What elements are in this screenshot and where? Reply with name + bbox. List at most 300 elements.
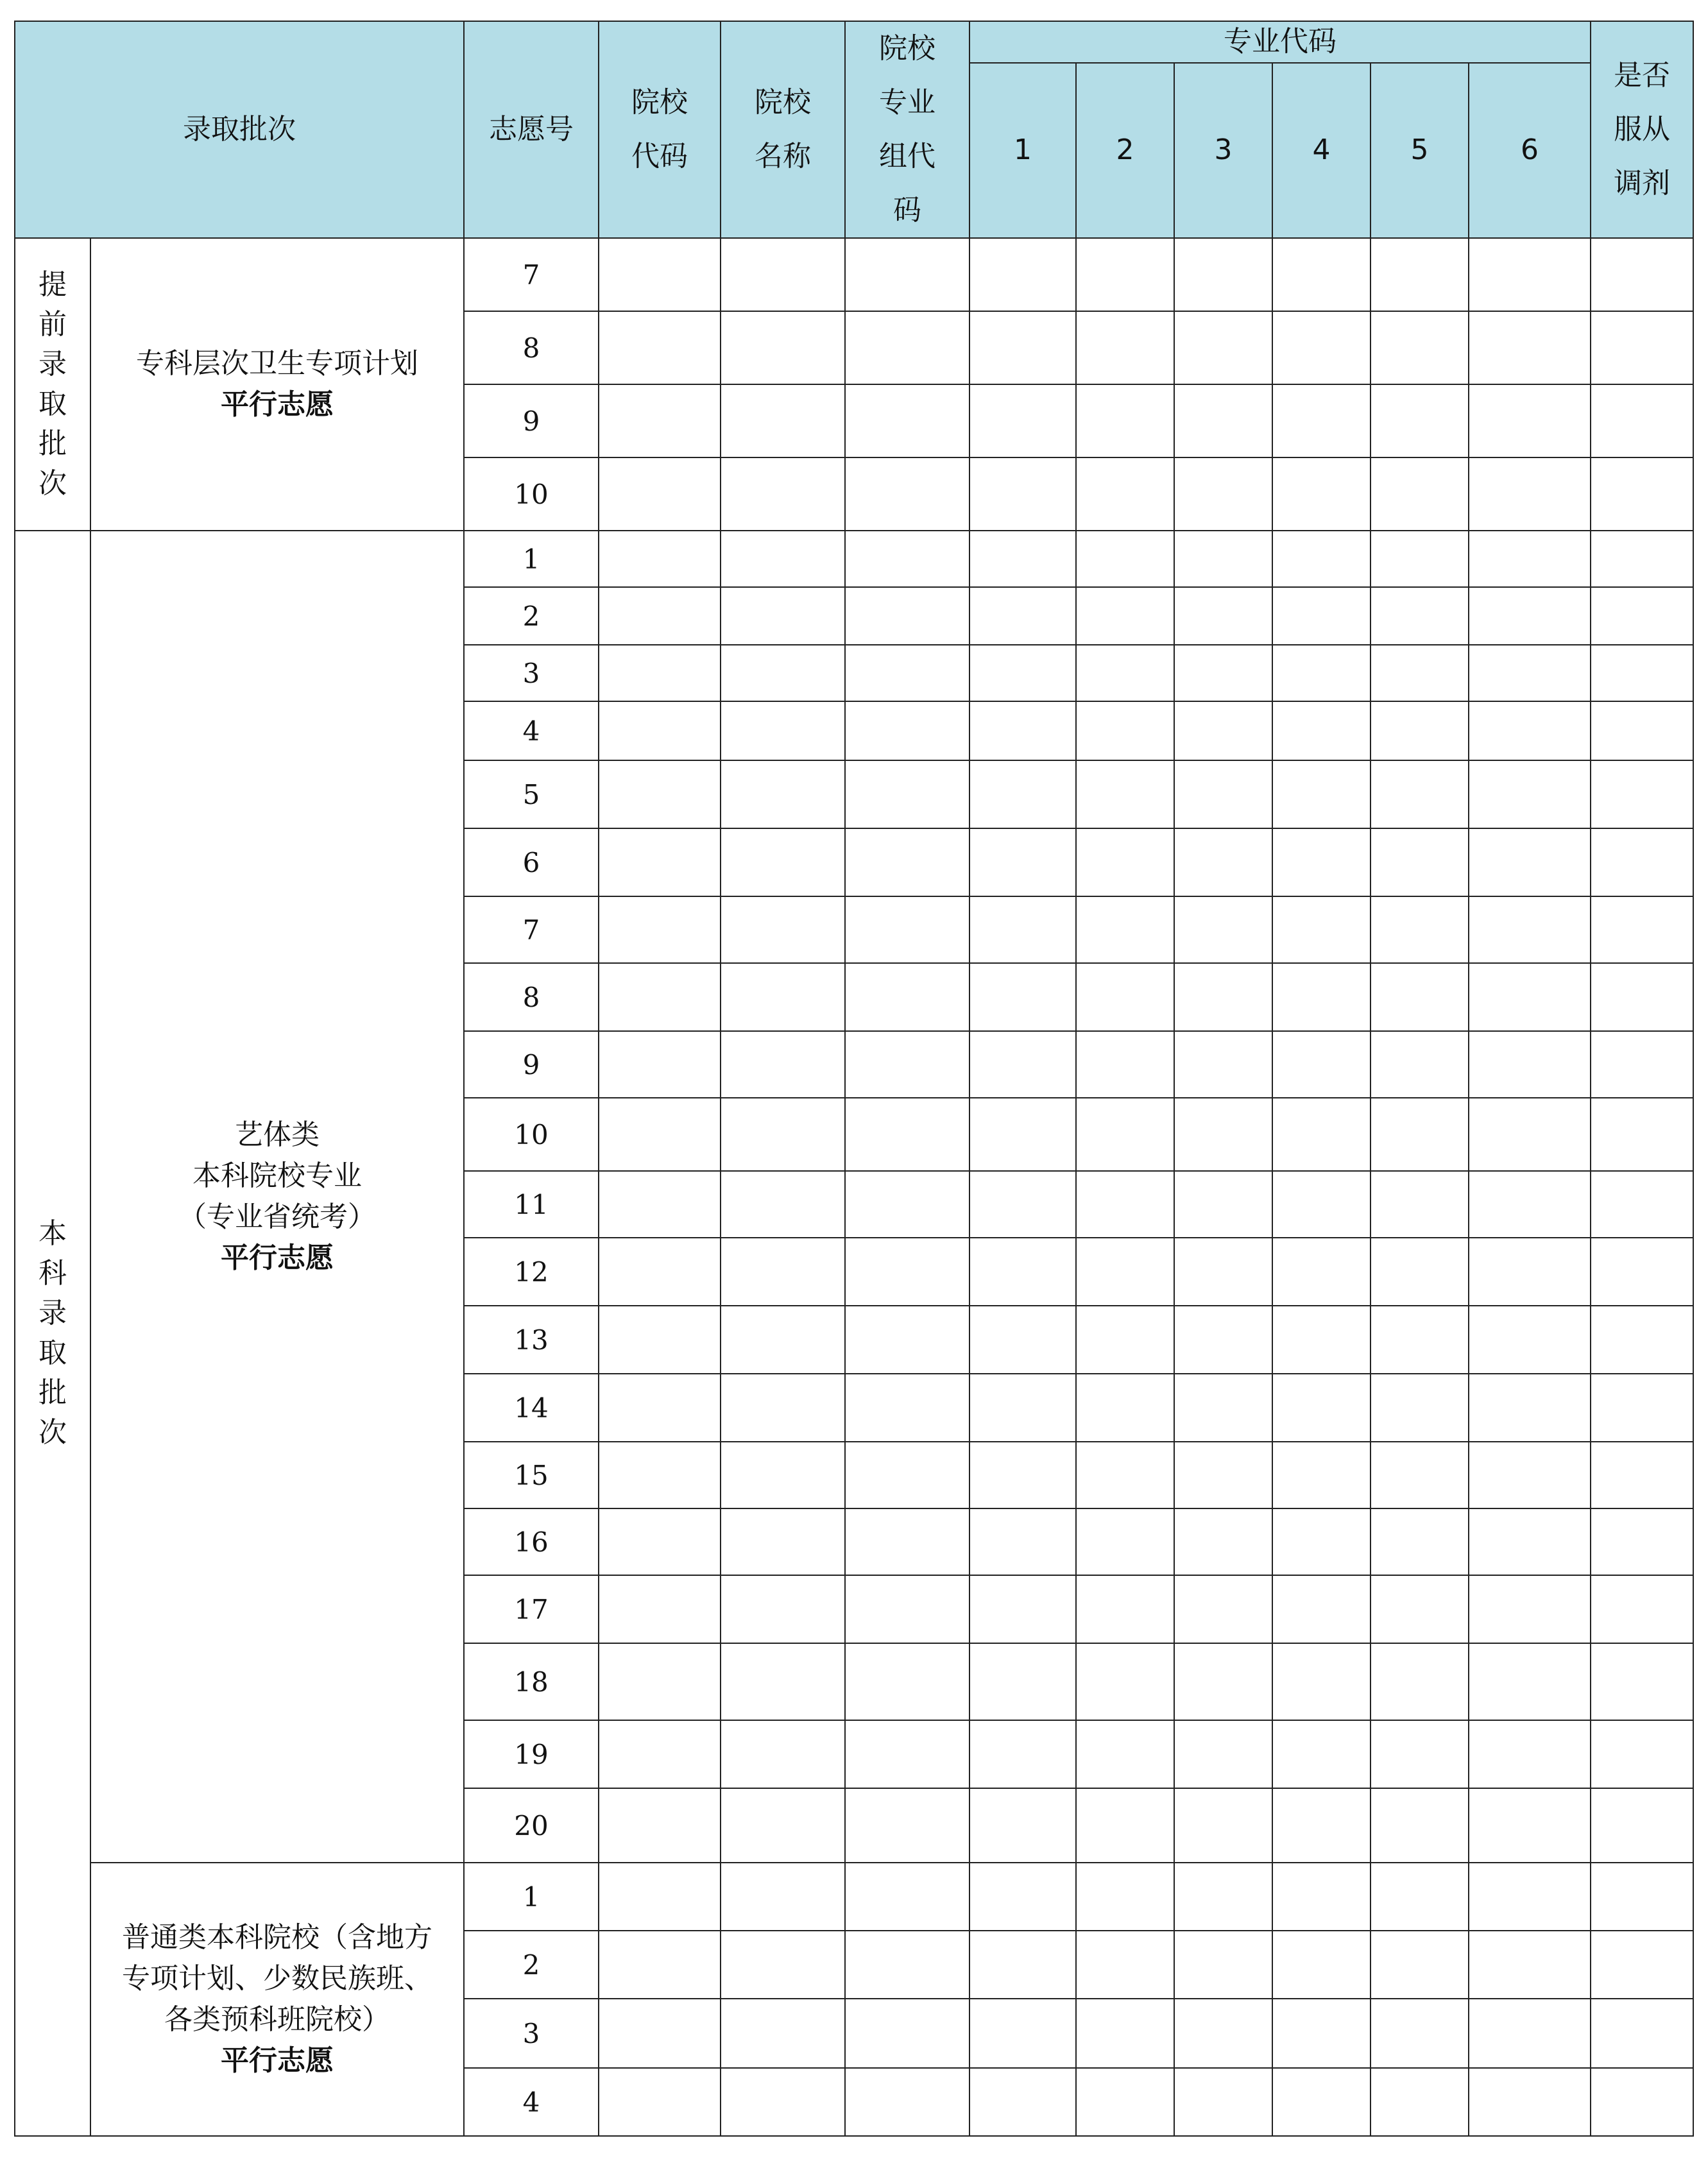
major-code-3-input[interactable] <box>1174 1575 1272 1643</box>
school-code-input[interactable] <box>599 531 721 587</box>
school-code-input[interactable] <box>599 1374 721 1442</box>
major-code-2-input[interactable] <box>1076 457 1174 531</box>
batch-char: 提 <box>38 268 67 301</box>
school-name-input[interactable] <box>721 238 845 311</box>
school-name-input[interactable] <box>721 896 845 963</box>
major-code-6-input[interactable] <box>1469 311 1591 384</box>
group-code-input[interactable] <box>845 1306 969 1374</box>
major-code-6-input[interactable] <box>1469 1374 1591 1442</box>
adjust-input[interactable] <box>1591 828 1693 896</box>
major-code-5-input[interactable] <box>1371 963 1469 1031</box>
major-code-3-input[interactable] <box>1174 701 1272 760</box>
group-code-input[interactable] <box>845 1999 969 2068</box>
school-code-input[interactable] <box>599 1442 721 1508</box>
major-code-6-input[interactable] <box>1469 1643 1591 1720</box>
school-name-input[interactable] <box>721 384 845 457</box>
major-code-1-input[interactable] <box>969 1306 1076 1374</box>
major-code-4-input[interactable] <box>1272 828 1371 896</box>
major-code-1-input[interactable] <box>969 760 1076 828</box>
major-code-1-input[interactable] <box>969 1575 1076 1643</box>
adjust-input[interactable] <box>1591 311 1693 384</box>
major-code-5-input[interactable] <box>1371 311 1469 384</box>
major-code-1-input[interactable] <box>969 701 1076 760</box>
major-code-6-input[interactable] <box>1469 828 1591 896</box>
major-code-4-input[interactable] <box>1272 531 1371 587</box>
major-code-6-input[interactable] <box>1469 701 1591 760</box>
major-code-4-input[interactable] <box>1272 1442 1371 1508</box>
group-code-input[interactable] <box>845 645 969 701</box>
major-code-4-input[interactable] <box>1272 1931 1371 1999</box>
school-name-input[interactable] <box>721 1863 845 1931</box>
major-code-2-input[interactable] <box>1076 2068 1174 2136</box>
major-code-1-input[interactable] <box>969 1442 1076 1508</box>
school-name-input[interactable] <box>721 1171 845 1238</box>
major-code-3-input[interactable] <box>1174 1931 1272 1999</box>
school-code-input[interactable] <box>599 238 721 311</box>
adjust-input[interactable] <box>1591 238 1693 311</box>
major-code-6-input[interactable] <box>1469 587 1591 645</box>
adjust-input[interactable] <box>1591 1306 1693 1374</box>
major-code-2-input[interactable] <box>1076 1508 1174 1575</box>
adjust-input[interactable] <box>1591 1931 1693 1999</box>
school-code-input[interactable] <box>599 760 721 828</box>
group-code-input[interactable] <box>845 311 969 384</box>
major-code-5-input[interactable] <box>1371 1508 1469 1575</box>
major-code-6-input[interactable] <box>1469 1720 1591 1788</box>
major-code-6-input[interactable] <box>1469 531 1591 587</box>
school-code-input[interactable] <box>599 1863 721 1931</box>
wish-number: 20 <box>464 1788 599 1863</box>
major-code-4-input[interactable] <box>1272 1863 1371 1931</box>
major-code-3-input[interactable] <box>1174 384 1272 457</box>
major-code-5-input[interactable] <box>1371 2068 1469 2136</box>
major-code-2-input[interactable] <box>1076 1098 1174 1171</box>
adjust-input[interactable] <box>1591 896 1693 963</box>
major-code-1-input[interactable] <box>969 828 1076 896</box>
major-code-6-input[interactable] <box>1469 1442 1591 1508</box>
major-code-4-input[interactable] <box>1272 1171 1371 1238</box>
major-code-2-input[interactable] <box>1076 1643 1174 1720</box>
major-code-5-input[interactable] <box>1371 457 1469 531</box>
major-code-3-input[interactable] <box>1174 2068 1272 2136</box>
school-code-input[interactable] <box>599 1031 721 1098</box>
plan-label-line: 专科层次卫生专项计划 <box>136 347 418 380</box>
batch-char: 前 <box>38 308 67 341</box>
major-code-1-input[interactable] <box>969 1508 1076 1575</box>
major-code-1-input[interactable] <box>969 1031 1076 1098</box>
group-code-input[interactable] <box>845 828 969 896</box>
major-code-3-input[interactable] <box>1174 1442 1272 1508</box>
adjust-input[interactable] <box>1591 384 1693 457</box>
major-code-6-input[interactable] <box>1469 1999 1591 2068</box>
major-code-4-input[interactable] <box>1272 963 1371 1031</box>
major-code-3-input[interactable] <box>1174 1031 1272 1098</box>
wish-number: 2 <box>464 587 599 645</box>
major-code-4-input[interactable] <box>1272 587 1371 645</box>
major-code-2-input[interactable] <box>1076 1863 1174 1931</box>
major-code-5-input[interactable] <box>1371 1098 1469 1171</box>
school-name-input[interactable] <box>721 2068 845 2136</box>
adjust-input[interactable] <box>1591 1999 1693 2068</box>
school-name-input[interactable] <box>721 1031 845 1098</box>
major-code-5-input[interactable] <box>1371 1999 1469 2068</box>
major-code-1-input[interactable] <box>969 531 1076 587</box>
group-code-input[interactable] <box>845 1031 969 1098</box>
major-code-5-input[interactable] <box>1371 531 1469 587</box>
school-code-input[interactable] <box>599 384 721 457</box>
school-name-input[interactable] <box>721 701 845 760</box>
major-code-6-input[interactable] <box>1469 1171 1591 1238</box>
group-code-input[interactable] <box>845 1643 969 1720</box>
major-code-1-input[interactable] <box>969 645 1076 701</box>
major-code-1-input[interactable] <box>969 963 1076 1031</box>
wish-number: 5 <box>464 760 599 828</box>
major-code-1-input[interactable] <box>969 1643 1076 1720</box>
major-code-3-input[interactable] <box>1174 1238 1272 1306</box>
header-school-code <box>599 21 721 238</box>
school-code-input[interactable] <box>599 587 721 645</box>
school-code-input[interactable] <box>599 1643 721 1720</box>
major-code-3-input[interactable] <box>1174 1788 1272 1863</box>
major-code-2-input[interactable] <box>1076 1306 1174 1374</box>
major-code-1-input[interactable] <box>969 1931 1076 1999</box>
major-code-6-input[interactable] <box>1469 1238 1591 1306</box>
major-code-2-input[interactable] <box>1076 1171 1174 1238</box>
major-code-6-input[interactable] <box>1469 457 1591 531</box>
major-code-2-input[interactable] <box>1076 531 1174 587</box>
major-code-1-input[interactable] <box>969 896 1076 963</box>
major-code-1-input[interactable] <box>969 457 1076 531</box>
school-code-input[interactable] <box>599 1238 721 1306</box>
major-code-4-input[interactable] <box>1272 1720 1371 1788</box>
major-code-5-input[interactable] <box>1371 1643 1469 1720</box>
group-code-input[interactable] <box>845 896 969 963</box>
major-code-5-input[interactable] <box>1371 1374 1469 1442</box>
adjust-input[interactable] <box>1591 1031 1693 1098</box>
major-code-6-input[interactable] <box>1469 645 1591 701</box>
group-code-input[interactable] <box>845 1442 969 1508</box>
adjust-input[interactable] <box>1591 1098 1693 1171</box>
school-name-input[interactable] <box>721 1306 845 1374</box>
adjust-input[interactable] <box>1591 760 1693 828</box>
school-code-input[interactable] <box>599 645 721 701</box>
school-name-input[interactable] <box>721 1238 845 1306</box>
group-code-input[interactable] <box>845 238 969 311</box>
major-code-1-input[interactable] <box>969 1999 1076 2068</box>
adjust-input[interactable] <box>1591 2068 1693 2136</box>
major-code-4-input[interactable] <box>1272 1031 1371 1098</box>
group-code-input[interactable] <box>845 457 969 531</box>
major-code-4-input[interactable] <box>1272 1238 1371 1306</box>
major-code-2-input[interactable] <box>1076 384 1174 457</box>
school-name-input[interactable] <box>721 1788 845 1863</box>
major-code-2-input[interactable] <box>1076 828 1174 896</box>
group-code-input[interactable] <box>845 587 969 645</box>
major-code-3-input[interactable] <box>1174 457 1272 531</box>
major-code-4-input[interactable] <box>1272 311 1371 384</box>
major-code-3-input[interactable] <box>1174 1999 1272 2068</box>
major-code-2-input[interactable] <box>1076 1720 1174 1788</box>
batch-char: 次 <box>38 467 67 500</box>
major-code-6-input[interactable] <box>1469 1863 1591 1931</box>
school-name-input[interactable] <box>721 1931 845 1999</box>
major-code-3-input[interactable] <box>1174 896 1272 963</box>
major-code-1-input[interactable] <box>969 384 1076 457</box>
major-code-3-input[interactable] <box>1174 1643 1272 1720</box>
school-name-input[interactable] <box>721 587 845 645</box>
major-code-3-input[interactable] <box>1174 828 1272 896</box>
major-code-5-input[interactable] <box>1371 828 1469 896</box>
group-code-input[interactable] <box>845 1931 969 1999</box>
adjust-input[interactable] <box>1591 1643 1693 1720</box>
major-code-5-input[interactable] <box>1371 645 1469 701</box>
school-name-input[interactable] <box>721 1999 845 2068</box>
school-name-input[interactable] <box>721 645 845 701</box>
major-code-5-input[interactable] <box>1371 1788 1469 1863</box>
major-code-2-input[interactable] <box>1076 1788 1174 1863</box>
major-code-4-input[interactable] <box>1272 457 1371 531</box>
major-code-5-input[interactable] <box>1371 587 1469 645</box>
major-code-1-input[interactable] <box>969 311 1076 384</box>
major-code-2-input[interactable] <box>1076 587 1174 645</box>
major-code-5-input[interactable] <box>1371 760 1469 828</box>
group-code-input[interactable] <box>845 1238 969 1306</box>
major-code-6-input[interactable] <box>1469 1306 1591 1374</box>
school-code-input[interactable] <box>599 457 721 531</box>
school-code-input[interactable] <box>599 2068 721 2136</box>
school-name-input[interactable] <box>721 457 845 531</box>
adjust-input[interactable] <box>1591 1508 1693 1575</box>
plan-label-cell <box>90 531 464 1863</box>
wish-number: 10 <box>464 457 599 531</box>
school-name-input[interactable] <box>721 1508 845 1575</box>
major-code-3-input[interactable] <box>1174 963 1272 1031</box>
major-code-5-input[interactable] <box>1371 1720 1469 1788</box>
major-code-2-input[interactable] <box>1076 311 1174 384</box>
school-code-input[interactable] <box>599 1720 721 1788</box>
major-code-6-input[interactable] <box>1469 760 1591 828</box>
major-code-4-input[interactable] <box>1272 1306 1371 1374</box>
school-name-input[interactable] <box>721 1575 845 1643</box>
major-code-4-input[interactable] <box>1272 384 1371 457</box>
major-code-2-input[interactable] <box>1076 1374 1174 1442</box>
major-code-2-input[interactable] <box>1076 1999 1174 2068</box>
header-school-name-line-1: 院校 <box>755 86 811 119</box>
school-code-input[interactable] <box>599 896 721 963</box>
school-name-input[interactable] <box>721 1720 845 1788</box>
major-code-4-input[interactable] <box>1272 896 1371 963</box>
wish-number: 4 <box>464 701 599 760</box>
major-code-1-input[interactable] <box>969 1720 1076 1788</box>
school-name-input[interactable] <box>721 760 845 828</box>
major-code-6-input[interactable] <box>1469 1575 1591 1643</box>
major-code-1-input[interactable] <box>969 1788 1076 1863</box>
major-code-3-input[interactable] <box>1174 531 1272 587</box>
major-code-5-input[interactable] <box>1371 384 1469 457</box>
adjust-input[interactable] <box>1591 1374 1693 1442</box>
group-code-input[interactable] <box>845 760 969 828</box>
wish-number: 14 <box>464 1374 599 1442</box>
major-code-3-input[interactable] <box>1174 1720 1272 1788</box>
wish-number: 4 <box>464 2068 599 2136</box>
major-code-2-input[interactable] <box>1076 1031 1174 1098</box>
school-code-input[interactable] <box>599 1171 721 1238</box>
major-code-1-input[interactable] <box>969 1238 1076 1306</box>
major-code-2-input[interactable] <box>1076 238 1174 311</box>
major-code-5-input[interactable] <box>1371 1575 1469 1643</box>
major-code-4-input[interactable] <box>1272 701 1371 760</box>
major-code-5-input[interactable] <box>1371 1031 1469 1098</box>
major-code-5-input[interactable] <box>1371 1238 1469 1306</box>
group-code-input[interactable] <box>845 701 969 760</box>
school-name-input[interactable] <box>721 1098 845 1171</box>
adjust-input[interactable] <box>1591 587 1693 645</box>
school-name-input[interactable] <box>721 311 845 384</box>
major-code-2-input[interactable] <box>1076 1238 1174 1306</box>
group-code-input[interactable] <box>845 1098 969 1171</box>
batch-char: 批 <box>38 427 67 460</box>
major-code-4-input[interactable] <box>1272 1374 1371 1442</box>
major-code-5-input[interactable] <box>1371 1931 1469 1999</box>
major-code-1-input[interactable] <box>969 587 1076 645</box>
major-code-2-input[interactable] <box>1076 1442 1174 1508</box>
adjust-input[interactable] <box>1591 1575 1693 1643</box>
major-code-4-input[interactable] <box>1272 2068 1371 2136</box>
school-code-input[interactable] <box>599 1306 721 1374</box>
major-code-3-input[interactable] <box>1174 1171 1272 1238</box>
major-code-6-input[interactable] <box>1469 1931 1591 1999</box>
major-code-5-input[interactable] <box>1371 1863 1469 1931</box>
school-name-input[interactable] <box>721 828 845 896</box>
adjust-input[interactable] <box>1591 1720 1693 1788</box>
batch-char: 批 <box>38 1376 67 1409</box>
major-code-1-input[interactable] <box>969 1374 1076 1442</box>
adjust-input[interactable] <box>1591 1442 1693 1508</box>
major-code-2-input[interactable] <box>1076 701 1174 760</box>
major-code-4-input[interactable] <box>1272 1788 1371 1863</box>
major-code-6-input[interactable] <box>1469 963 1591 1031</box>
school-code-input[interactable] <box>599 1999 721 2068</box>
adjust-input[interactable] <box>1591 645 1693 701</box>
group-code-input[interactable] <box>845 384 969 457</box>
header-school-code-line-2: 代码 <box>631 140 688 173</box>
adjust-input[interactable] <box>1591 1238 1693 1306</box>
major-code-3-input[interactable] <box>1174 645 1272 701</box>
major-code-5-input[interactable] <box>1371 896 1469 963</box>
group-code-input[interactable] <box>845 1508 969 1575</box>
major-code-6-input[interactable] <box>1469 1098 1591 1171</box>
major-code-5-input[interactable] <box>1371 701 1469 760</box>
group-code-input[interactable] <box>845 1863 969 1931</box>
school-code-input[interactable] <box>599 1788 721 1863</box>
major-code-3-input[interactable] <box>1174 1863 1272 1931</box>
major-code-3-input[interactable] <box>1174 1374 1272 1442</box>
school-code-input[interactable] <box>599 963 721 1031</box>
group-code-input[interactable] <box>845 531 969 587</box>
major-code-1-input[interactable] <box>969 2068 1076 2136</box>
adjust-input[interactable] <box>1591 457 1693 531</box>
major-code-4-input[interactable] <box>1272 1643 1371 1720</box>
school-code-input[interactable] <box>599 1508 721 1575</box>
group-code-input[interactable] <box>845 1720 969 1788</box>
major-code-6-input[interactable] <box>1469 2068 1591 2136</box>
major-code-6-input[interactable] <box>1469 896 1591 963</box>
group-code-input[interactable] <box>845 1575 969 1643</box>
major-code-2-input[interactable] <box>1076 760 1174 828</box>
major-code-3-input[interactable] <box>1174 1306 1272 1374</box>
major-code-3-input[interactable] <box>1174 587 1272 645</box>
major-code-3-input[interactable] <box>1174 760 1272 828</box>
major-code-5-input[interactable] <box>1371 1306 1469 1374</box>
major-code-3-input[interactable] <box>1174 238 1272 311</box>
major-code-3-input[interactable] <box>1174 311 1272 384</box>
group-code-input[interactable] <box>845 2068 969 2136</box>
major-code-4-input[interactable] <box>1272 1999 1371 2068</box>
school-code-input[interactable] <box>599 828 721 896</box>
major-code-4-input[interactable] <box>1272 760 1371 828</box>
major-code-1-input[interactable] <box>969 1171 1076 1238</box>
major-code-4-input[interactable] <box>1272 1508 1371 1575</box>
major-code-5-input[interactable] <box>1371 1171 1469 1238</box>
major-code-2-input[interactable] <box>1076 896 1174 963</box>
school-code-input[interactable] <box>599 701 721 760</box>
school-name-input[interactable] <box>721 531 845 587</box>
adjust-input[interactable] <box>1591 701 1693 760</box>
school-name-input[interactable] <box>721 1442 845 1508</box>
header-major-col-6: 6 <box>1469 63 1591 238</box>
school-name-input[interactable] <box>721 963 845 1031</box>
adjust-input[interactable] <box>1591 531 1693 587</box>
major-code-2-input[interactable] <box>1076 1931 1174 1999</box>
major-code-5-input[interactable] <box>1371 1442 1469 1508</box>
major-code-6-input[interactable] <box>1469 1508 1591 1575</box>
school-name-input[interactable] <box>721 1643 845 1720</box>
school-code-input[interactable] <box>599 1575 721 1643</box>
major-code-2-input[interactable] <box>1076 645 1174 701</box>
major-code-6-input[interactable] <box>1469 1788 1591 1863</box>
adjust-input[interactable] <box>1591 963 1693 1031</box>
major-code-4-input[interactable] <box>1272 238 1371 311</box>
school-code-input[interactable] <box>599 311 721 384</box>
major-code-5-input[interactable] <box>1371 238 1469 311</box>
major-code-4-input[interactable] <box>1272 1575 1371 1643</box>
major-code-2-input[interactable] <box>1076 963 1174 1031</box>
major-code-1-input[interactable] <box>969 1863 1076 1931</box>
group-code-input[interactable] <box>845 963 969 1031</box>
major-code-6-input[interactable] <box>1469 238 1591 311</box>
batch-cell <box>15 531 90 2136</box>
group-code-input[interactable] <box>845 1171 969 1238</box>
group-code-input[interactable] <box>845 1374 969 1442</box>
plan-label-bold: 平行志愿 <box>221 1242 334 1274</box>
major-code-4-input[interactable] <box>1272 645 1371 701</box>
major-code-2-input[interactable] <box>1076 1575 1174 1643</box>
adjust-input[interactable] <box>1591 1171 1693 1238</box>
major-code-3-input[interactable] <box>1174 1098 1272 1171</box>
major-code-4-input[interactable] <box>1272 1098 1371 1171</box>
school-code-input[interactable] <box>599 1098 721 1171</box>
school-code-input[interactable] <box>599 1931 721 1999</box>
school-name-input[interactable] <box>721 1374 845 1442</box>
major-code-6-input[interactable] <box>1469 1031 1591 1098</box>
major-code-1-input[interactable] <box>969 238 1076 311</box>
major-code-3-input[interactable] <box>1174 1508 1272 1575</box>
adjust-input[interactable] <box>1591 1788 1693 1863</box>
major-code-1-input[interactable] <box>969 1098 1076 1171</box>
group-code-input[interactable] <box>845 1788 969 1863</box>
major-code-6-input[interactable] <box>1469 384 1591 457</box>
adjust-input[interactable] <box>1591 1863 1693 1931</box>
